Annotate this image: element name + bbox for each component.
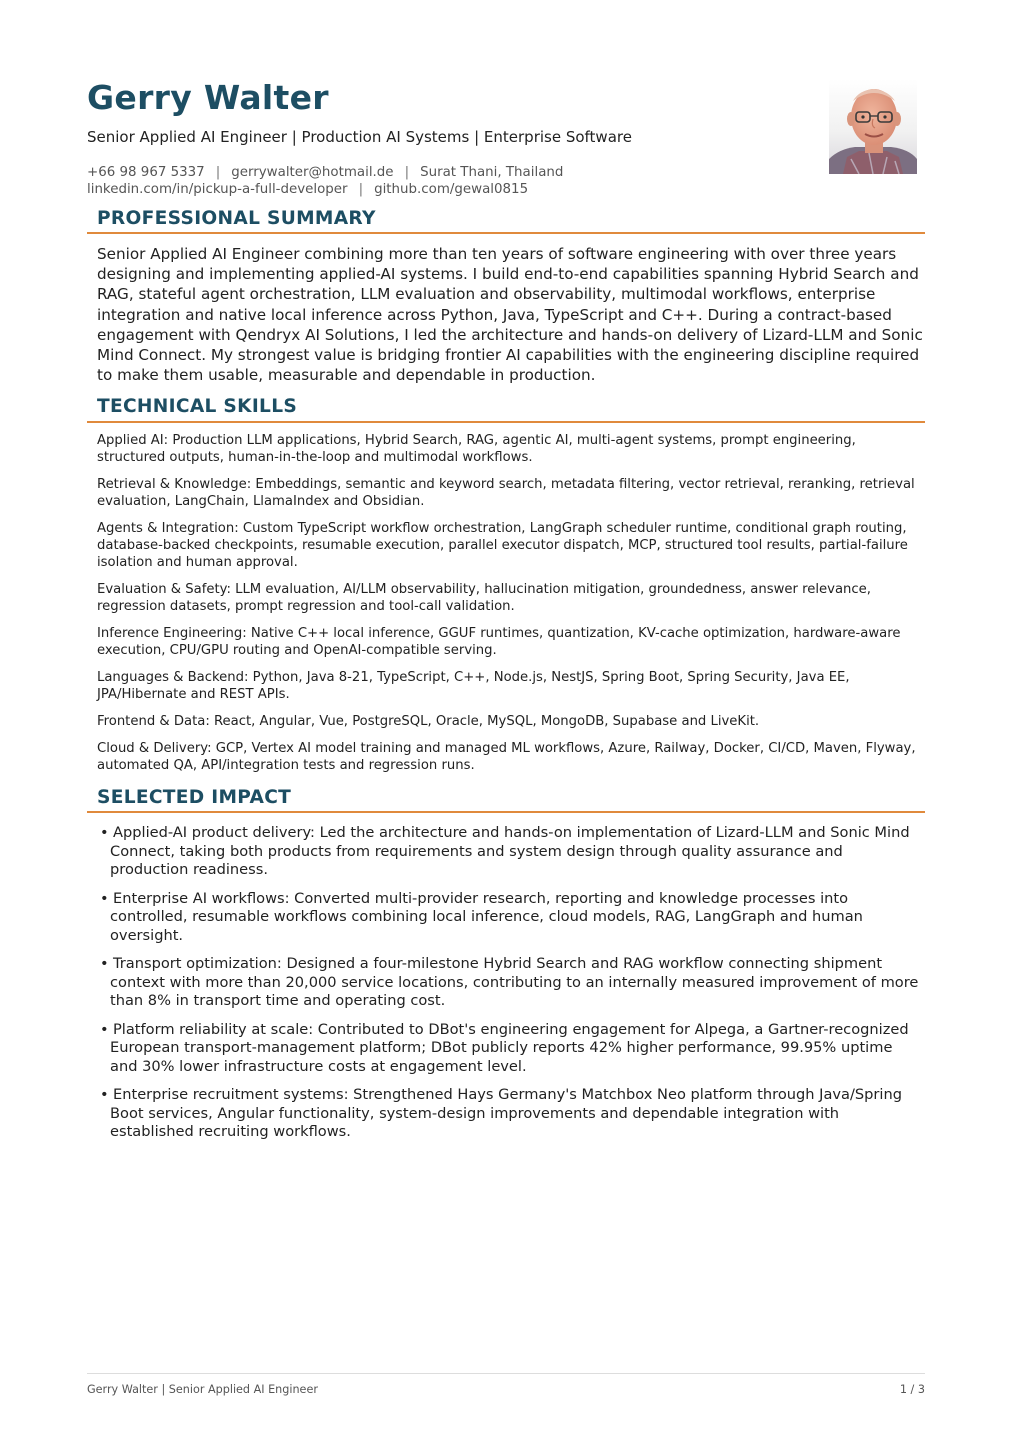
skill-entry: Applied AI: Production LLM applications, Hybrid Search, RAG, agentic AI, multi-agent systems, prompt engineering, structured outputs, human-in-the-loop and multimodal workflows. — [97, 433, 856, 465]
skill-entry: Languages & Backend: Python, Java 8-21, TypeScript, C++, Node.js, NestJS, Spring Boot, Spring Security, Java EE, JPA/Hibernate and REST APIs. — [97, 670, 850, 702]
section-title-skills: TECHNICAL SKILLS — [97, 396, 298, 417]
summary-text: Senior Applied AI Engineer combining more than ten years of software engineering with over three years designing and implementing applied-AI systems. I build end-to-end capabilities spanning Hybrid Search and RAG, stateful agent orchestration, LLM evaluation and observability, multimodal workflows, enterprise integration and native local inference across Python, Java, TypeScript and C++. During a contract-based engagement with Qendryx AI Solutions, I led the architecture and hands-on delivery of Lizard-LLM and Sonic Mind Connect. My strongest value is bridging frontier AI capabilities with the engineering discipline required to make them usable, measurable and dependable in production. — [97, 245, 923, 385]
phone-number: +66 98 967 5337 — [87, 165, 205, 180]
profile-photo — [829, 79, 917, 174]
section-title-impact: SELECTED IMPACT — [97, 787, 292, 808]
bullet-icon: • — [100, 955, 109, 972]
impact-text: Enterprise recruitment systems: Strengthened Hays Germany's Matchbox Neo platform through Java/Spring Boot services, Angular functionality, system-design improvements and dependable integration with established recruiting workflows. — [110, 1086, 902, 1141]
impact-text: Applied-AI product delivery: Led the architecture and hands-on implementation of Lizard-LLM and Sonic Mind Connect, taking both products from requirements and system design through quality assurance and production readiness. — [110, 824, 910, 879]
skill-entry: Evaluation & Safety: LLM evaluation, AI/LLM observability, hallucination mitigation, groundedness, answer relevance, regression datasets, prompt regression and tool-call validation. — [97, 582, 871, 614]
list-item — [100, 955, 922, 1011]
candidate-headline: Senior Applied AI Engineer | Production AI Systems | Enterprise Software — [87, 128, 632, 146]
footer-label: Gerry Walter | Senior Applied AI Engineer — [87, 1383, 318, 1396]
section-divider — [87, 811, 925, 813]
skills-list — [97, 432, 917, 784]
list-item — [100, 1021, 922, 1077]
skill-entry: Agents & Integration: Custom TypeScript workflow orchestration, LangGraph scheduler runtime, conditional graph routing, database-backed checkpoints, resumable execution, parallel executor dispatch, MCP, structured tool results, partial-failure isolation and human approval. — [97, 521, 908, 570]
linkedin-link: linkedin.com/in/pickup-a-full-developer — [87, 182, 348, 197]
skill-entry: Frontend & Data: React, Angular, Vue, PostgreSQL, Oracle, MySQL, MongoDB, Supabase and LiveKit. — [97, 714, 760, 729]
list-item — [100, 824, 922, 880]
bullet-icon: • — [100, 1086, 109, 1103]
contact-separator: | — [404, 165, 410, 180]
bullet-icon: • — [100, 889, 109, 907]
section-title-summary: PROFESSIONAL SUMMARY — [97, 208, 376, 229]
profile-photo-icon — [829, 79, 917, 174]
email-address: gerrywalter@hotmail.de — [231, 165, 394, 180]
bullet-icon: • — [100, 1020, 109, 1038]
impact-list — [100, 824, 922, 1152]
impact-text: Transport optimization: Designed a four-milestone Hybrid Search and RAG workflow connecting shipment context with more than 20,000 service locations, contributing to an internally measured improvement of more than 8% in transport time and operating cost. — [110, 955, 919, 1010]
impact-text: Platform reliability at scale: Contributed to DBot's engineering engagement for Alpega, a Gartner-recognized European transport-management platform; DBot publicly reports 42% higher performance, 99.95% uptime and 30% lower infrastructure costs at engagement level. — [110, 1020, 909, 1075]
section-divider — [87, 421, 925, 423]
page-number: 1 / 3 — [899, 1383, 925, 1396]
contact-separator: | — [215, 165, 221, 180]
footer-divider — [87, 1373, 925, 1374]
contact-line-1 — [87, 164, 563, 181]
github-link: github.com/gewal0815 — [374, 182, 529, 197]
section-divider — [87, 232, 925, 234]
skill-entry: Cloud & Delivery: GCP, Vertex AI model training and managed ML workflows, Azure, Railway, Docker, CI/CD, Maven, Flyway, automated QA, API/integration tests and regression runs. — [97, 741, 916, 773]
contact-line-2 — [87, 181, 528, 198]
contact-separator: | — [358, 182, 364, 197]
skill-entry: Inference Engineering: Native C++ local inference, GGUF runtimes, quantization, KV-cache optimization, hardware-aware execution, CPU/GPU routing and OpenAI-compatible serving. — [97, 626, 901, 658]
skill-entry: Retrieval & Knowledge: Embeddings, semantic and keyword search, metadata filtering, vector retrieval, reranking, retrieval evaluation, LangChain, LlamaIndex and Obsidian. — [97, 477, 915, 509]
bullet-icon: • — [100, 824, 109, 841]
list-item — [100, 890, 922, 946]
impact-text: Enterprise AI workflows: Converted multi-provider research, reporting and knowledge processes into controlled, resumable workflows combining local inference, cloud models, RAG, LangGraph and human oversight. — [110, 889, 863, 944]
list-item — [100, 1086, 922, 1142]
candidate-name: Gerry Walter — [87, 78, 329, 117]
location: Surat Thani, Thailand — [420, 165, 564, 180]
